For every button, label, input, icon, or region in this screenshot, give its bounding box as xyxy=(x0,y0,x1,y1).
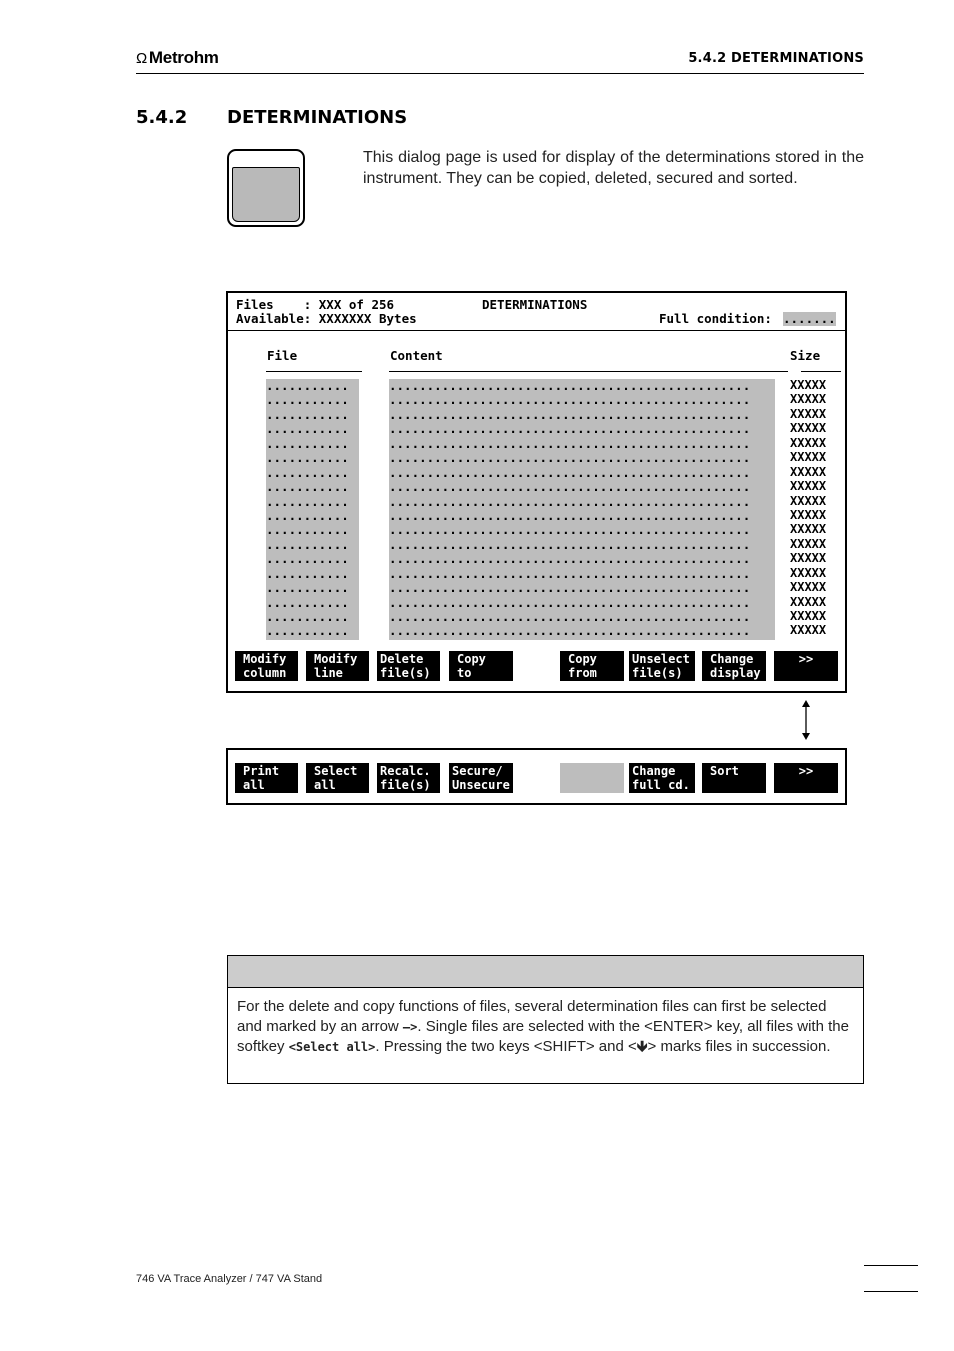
size-cell: XXXXX xyxy=(790,507,827,522)
file-cell[interactable]: ........... xyxy=(266,581,349,596)
double-arrow-icon xyxy=(799,700,813,740)
column-header-size: Size xyxy=(790,348,821,363)
intro-paragraph: This dialog page is used for display of the determinations stored in the instrument. They can be copied, deleted, secured and sorted. xyxy=(363,149,864,187)
content-cell[interactable]: ................................................ xyxy=(389,407,751,422)
file-cell[interactable]: ........... xyxy=(266,393,349,408)
p2-recalc-file-s-softkey[interactable]: Recalc. file(s) xyxy=(377,763,440,793)
p2-sort-softkey[interactable]: Sort xyxy=(702,763,766,793)
content-cell[interactable]: ................................................ xyxy=(389,393,751,408)
file-cell[interactable]: ........... xyxy=(266,494,349,509)
content-cell[interactable]: ................................................ xyxy=(389,552,751,567)
size-cell: XXXXX xyxy=(790,406,827,421)
p2-blank-softkey xyxy=(560,763,624,793)
note-header-bar xyxy=(228,956,863,988)
content-cell[interactable]: ................................................ xyxy=(389,451,751,466)
content-cell[interactable]: ................................................ xyxy=(389,595,751,610)
p1-copy-to-softkey[interactable]: Copy to xyxy=(449,651,513,681)
size-cell: XXXXX xyxy=(790,623,827,638)
size-cell: XXXXX xyxy=(790,421,827,436)
size-cell: XXXXX xyxy=(790,522,827,537)
available-bytes: Available: XXXXXXX Bytes xyxy=(236,311,417,326)
p1-delete-file-s-softkey[interactable]: Delete file(s) xyxy=(377,651,440,681)
down-arrow-icon: 🡻 xyxy=(636,1037,648,1055)
p1-modify-line-softkey[interactable]: Modify line xyxy=(306,651,369,681)
file-cell[interactable]: ........... xyxy=(266,422,349,437)
content-cell[interactable]: ................................................ xyxy=(389,581,751,596)
p1-change-display-softkey[interactable]: Change display xyxy=(702,651,766,681)
file-cell[interactable]: ........... xyxy=(266,610,349,624)
footer-rule-bottom xyxy=(864,1291,918,1292)
p2-blank-softkey[interactable]: >> xyxy=(774,763,838,793)
content-cell[interactable]: ................................................ xyxy=(389,566,751,581)
p1-unselect-file-s-softkey[interactable]: Unselect file(s) xyxy=(629,651,695,681)
header-rule xyxy=(136,73,864,74)
size-cell: XXXXX xyxy=(790,392,827,407)
size-cell: XXXXX xyxy=(790,435,827,450)
size-cell: XXXXX xyxy=(790,464,827,479)
file-cell[interactable]: ........... xyxy=(266,436,349,451)
p1-modify-column-softkey[interactable]: Modify column xyxy=(235,651,298,681)
size-column xyxy=(790,378,840,640)
file-cell[interactable]: ........... xyxy=(266,407,349,422)
file-cell[interactable]: ........... xyxy=(266,552,349,567)
column-header-file: File xyxy=(267,348,298,363)
size-cell: XXXXX xyxy=(790,479,827,494)
content-column[interactable] xyxy=(389,379,775,640)
file-cell[interactable]: ........... xyxy=(266,508,349,523)
content-cell[interactable]: ................................................ xyxy=(389,610,751,624)
content-cell[interactable]: ................................................ xyxy=(389,494,751,509)
note-box xyxy=(227,955,864,1084)
content-cell[interactable]: ................................................ xyxy=(389,624,751,639)
arrow-marker: –> xyxy=(402,1019,418,1034)
content-cell[interactable]: ................................................ xyxy=(389,422,751,437)
screen-title: DETERMINATIONS xyxy=(482,297,588,312)
file-cell[interactable]: ........... xyxy=(266,566,349,581)
header-divider xyxy=(228,330,845,331)
file-cell[interactable]: ........... xyxy=(266,465,349,480)
full-condition-label: Full condition: xyxy=(659,311,772,326)
section-title: DETERMINATIONS xyxy=(227,107,408,128)
file-cell[interactable]: ........... xyxy=(266,595,349,610)
size-cell: XXXXX xyxy=(790,378,827,392)
files-count: Files : XXX of 256 xyxy=(236,297,395,312)
content-cell[interactable]: ................................................ xyxy=(389,508,751,523)
file-cell[interactable]: ........... xyxy=(266,379,349,393)
content-cell[interactable]: ................................................ xyxy=(389,379,751,393)
p2-print-all-softkey[interactable]: Print all xyxy=(235,763,298,793)
size-cell: XXXXX xyxy=(790,565,827,580)
section-number: 5.4.2 xyxy=(136,107,188,128)
file-cell[interactable]: ........... xyxy=(266,624,349,639)
footer-product: 746 VA Trace Analyzer / 747 VA Stand xyxy=(136,1273,323,1285)
size-cell: XXXXX xyxy=(790,594,827,609)
file-column[interactable] xyxy=(266,379,359,640)
content-cell[interactable]: ................................................ xyxy=(389,537,751,552)
size-cell: XXXXX xyxy=(790,609,827,623)
content-cell[interactable]: ................................................ xyxy=(389,436,751,451)
file-cell[interactable]: ........... xyxy=(266,451,349,466)
size-cell: XXXXX xyxy=(790,580,827,595)
omega-icon: Ω xyxy=(136,50,147,67)
footer-rule-top xyxy=(864,1265,918,1266)
header-section-ref: 5.4.2 DETERMINATIONS xyxy=(688,51,864,66)
p2-secure-unsecure-softkey[interactable]: Secure/ Unsecure xyxy=(449,763,513,793)
logo-text: Metrohm xyxy=(148,48,219,67)
content-cell[interactable]: ................................................ xyxy=(389,523,751,538)
p1-blank-softkey[interactable]: >> xyxy=(774,651,838,681)
full-condition-field[interactable]: ....... xyxy=(783,311,836,326)
size-cell: XXXXX xyxy=(790,551,827,566)
softkey-screen-page2 xyxy=(226,748,847,805)
file-cell[interactable]: ........... xyxy=(266,480,349,495)
note-text: For the delete and copy functions of files, several determination files can first be selected and marked by an arrow –>. Single files are selected with the <ENTER> key, all files with the softkey <Select all>. Pressing the two keys <SHIFT> and <🡻> marks files in succession. xyxy=(237,998,849,1055)
content-cell[interactable]: ................................................ xyxy=(389,465,751,480)
column-header-content: Content xyxy=(390,348,443,363)
file-cell[interactable]: ........... xyxy=(266,537,349,552)
determinations-screen xyxy=(226,291,847,693)
p2-select-all-softkey[interactable]: Select all xyxy=(306,763,369,793)
select-all-softkey-ref: <Select all> xyxy=(288,1040,376,1054)
p1-copy-from-softkey[interactable]: Copy from xyxy=(560,651,624,681)
content-cell[interactable]: ................................................ xyxy=(389,480,751,495)
file-cell[interactable]: ........... xyxy=(266,523,349,538)
size-cell: XXXXX xyxy=(790,493,827,508)
p2-change-full-cd-softkey[interactable]: Change full cd. xyxy=(629,763,695,793)
size-cell: XXXXX xyxy=(790,536,827,551)
metrohm-logo xyxy=(136,48,219,68)
size-cell: XXXXX xyxy=(790,450,827,465)
dialog-page-icon xyxy=(227,149,305,227)
